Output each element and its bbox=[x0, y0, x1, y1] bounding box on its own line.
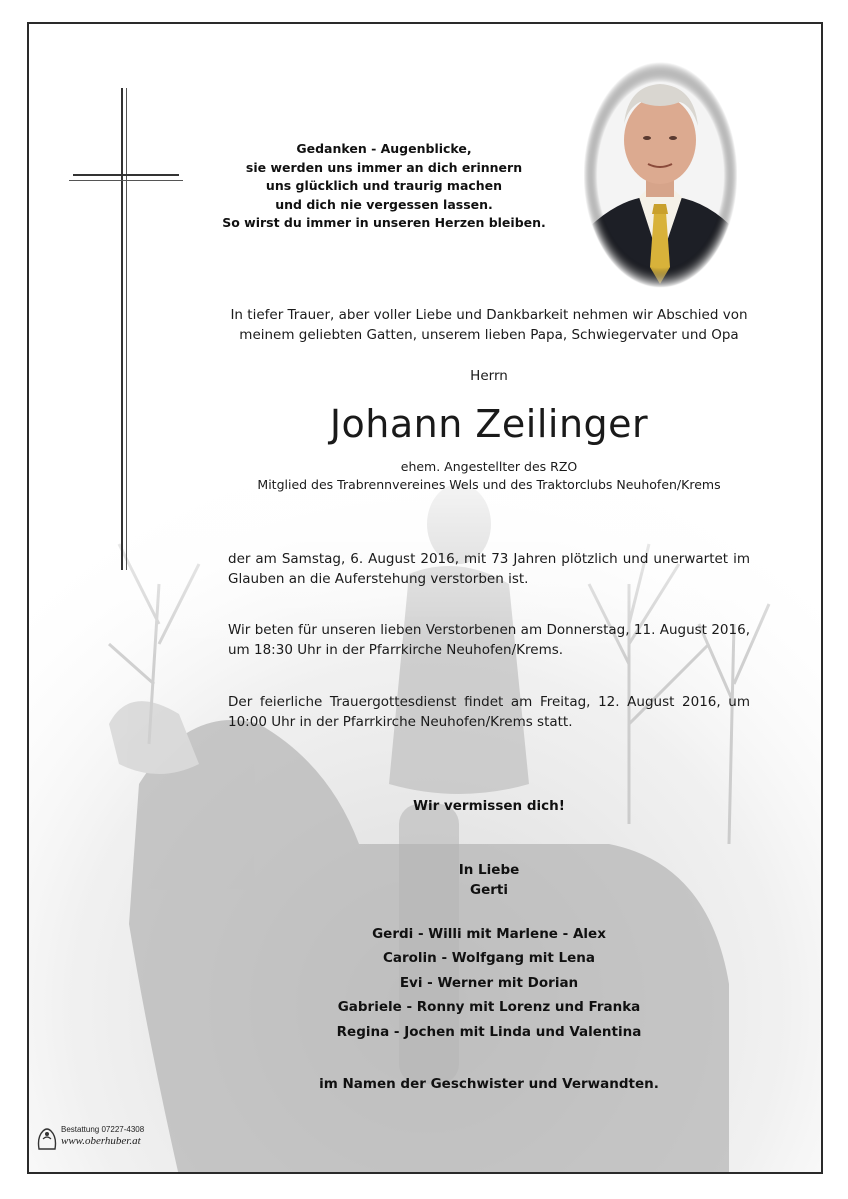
intro-text bbox=[189, 305, 789, 345]
occupation-line: ehem. Angestellter des RZO bbox=[400, 459, 578, 474]
family-line: Regina - Jochen mit Linda und Valentina bbox=[336, 1023, 642, 1040]
funeral-home-emblem-icon bbox=[35, 1125, 59, 1151]
cross-horizontal-line-inner bbox=[69, 180, 183, 181]
in-love-line: In Liebe bbox=[458, 862, 520, 878]
salutation: Herrn bbox=[470, 368, 508, 384]
occupation bbox=[189, 458, 789, 494]
service-paragraph: Der feierliche Trauergottesdienst findet am Freitag, 12. August 2016, um 10:00 Uhr in der Pfarrkirche Neuhofen/Krems statt. bbox=[228, 694, 750, 730]
prayer-paragraph: Wir beten für unseren lieben Verstorbenen am Donnerstag, 11. August 2016, um 18:30 Uhr in der Pfarrkirche Neuhofen/Krems. bbox=[228, 622, 750, 658]
cross-horizontal-line bbox=[73, 174, 179, 176]
funeral-home-phone: Bestattung 07227-4308 bbox=[61, 1125, 145, 1134]
poem-line: Gedanken - Augenblicke, bbox=[296, 141, 472, 156]
poem-line: sie werden uns immer an dich erinnern bbox=[245, 159, 523, 175]
funeral-home-website: www.oberhuber.at bbox=[61, 1135, 141, 1147]
poem-line: uns glücklich und traurig machen bbox=[265, 178, 503, 194]
family-line: Gerdi - Willi mit Marlene - Alex bbox=[372, 926, 606, 942]
deceased-name: Johann Zeilinger bbox=[329, 402, 649, 446]
obituary-frame bbox=[27, 22, 823, 1174]
poem-line: und dich nie vergessen lassen. bbox=[275, 196, 493, 212]
intro-line: In tiefer Trauer, aber voller Liebe und Dankbarkeit nehmen wir Abschied von bbox=[230, 307, 748, 323]
closing-text: im Namen der Geschwister und Verwandten. bbox=[319, 1076, 659, 1092]
poem bbox=[214, 140, 554, 233]
spouse-name: Gerti bbox=[470, 882, 508, 898]
family-line: Evi - Werner mit Dorian bbox=[399, 974, 579, 991]
death-paragraph: der am Samstag, 6. August 2016, mit 73 Jahren plötzlich und unerwartet im Glauben an die Auferstehung verstorben ist. bbox=[228, 551, 750, 587]
in-love-signature bbox=[189, 860, 789, 900]
occupation-line: Mitglied des Trabrennvereines Wels und des Traktorclubs Neuhofen/Krems bbox=[257, 477, 721, 492]
family-line: Carolin - Wolfgang mit Lena bbox=[382, 950, 596, 967]
poem-line: So wirst du immer in unseren Herzen bleiben. bbox=[222, 215, 546, 231]
family-list bbox=[189, 922, 789, 1044]
funeral-home-logo bbox=[33, 1123, 163, 1157]
cross-vertical-line-inner bbox=[126, 88, 127, 570]
portrait-photo bbox=[584, 62, 737, 288]
family-line: Gabriele - Ronny mit Lorenz und Franka bbox=[337, 999, 641, 1016]
cross-vertical-line bbox=[121, 88, 123, 570]
intro-line: meinem geliebten Gatten, unserem lieben Papa, Schwiegervater und Opa bbox=[239, 327, 739, 343]
miss-you-text: Wir vermissen dich! bbox=[413, 798, 565, 814]
